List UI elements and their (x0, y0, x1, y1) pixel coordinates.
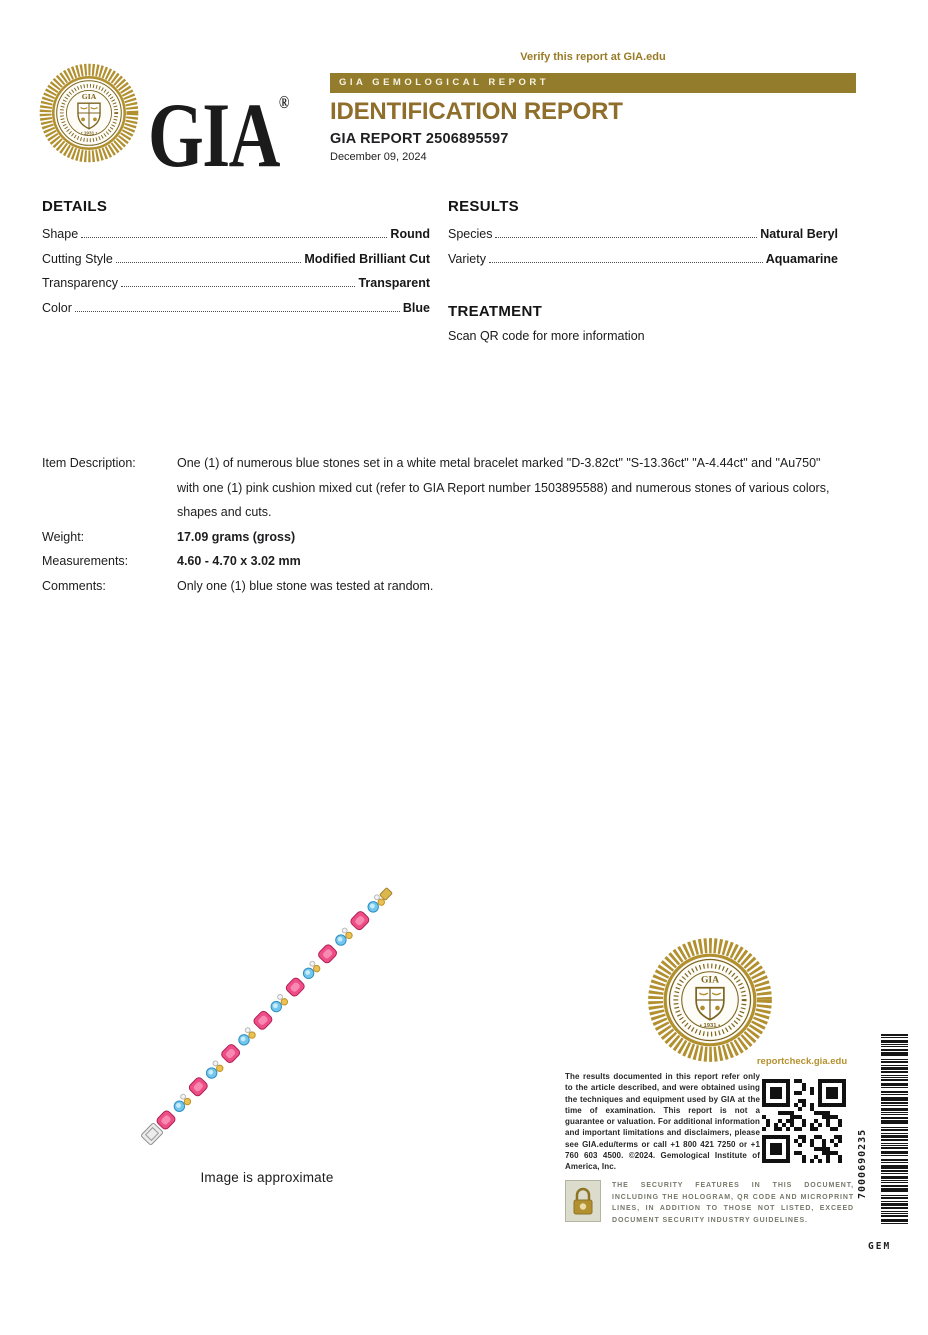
report-date: December 09, 2024 (330, 151, 427, 163)
dot-leader (489, 262, 763, 263)
description-value: 17.09 grams (gross) (177, 529, 296, 544)
description-row-comments (42, 574, 838, 599)
detail-row-transparency (42, 271, 430, 296)
detail-row-shape (42, 222, 430, 247)
detail-value: Modified Brilliant Cut (304, 251, 430, 266)
dot-leader (495, 237, 757, 238)
description-row-item (42, 451, 838, 525)
security-note (565, 1180, 857, 1226)
description-value: 4.60 - 4.70 x 3.02 mm (177, 554, 301, 568)
disclaimer-text: The results documented in this report refer only to the article described, and were obtained using the techniques and equipment used by GIA at the time of examination. This report is not a guarantee or valuation. For additional information and important limitations and disclaimers, please see GIA.edu/terms or call +1 800 421 7250 or +1 760 603 4500. ©2024. Gemological Institute of America, Inc. (565, 1072, 760, 1172)
results-heading: RESULTS (448, 198, 519, 215)
detail-label: Color (42, 300, 72, 315)
result-label: Species (448, 227, 493, 241)
result-row-species (448, 222, 838, 247)
gia-wordmark (148, 56, 290, 186)
dot-leader (75, 311, 400, 312)
report-header (330, 51, 856, 163)
barcode (881, 1034, 908, 1228)
report-banner: GIA GEMOLOGICAL REPORT (330, 73, 856, 93)
description-label: Item Description: (42, 456, 136, 470)
description-row-weight (42, 525, 838, 550)
bracelet-photo (132, 872, 402, 1157)
barcode-number: 7000690235 (857, 1128, 868, 1200)
detail-value: Transparent (358, 276, 430, 290)
detail-row-color (42, 296, 430, 321)
dot-leader (121, 286, 355, 287)
result-label: Variety (448, 251, 486, 266)
detail-label: Transparency (42, 276, 118, 290)
detail-row-cutting-style (42, 247, 430, 272)
dot-leader (81, 237, 387, 238)
lock-icon (565, 1180, 601, 1222)
description-label: Weight: (42, 529, 85, 544)
detail-label: Shape (42, 227, 79, 241)
verify-text: Verify this report at GIA.edu (520, 51, 666, 63)
detail-value: Blue (402, 300, 430, 315)
detail-value: Round (390, 227, 430, 241)
report-number: GIA REPORT 2506895597 (330, 131, 509, 147)
treatment-heading: TREATMENT (448, 303, 543, 320)
description-value: One (1) of numerous blue stones set in a white metal bracelet marked "D-3.82ct" "S-13.36ct" "A-4.44ct" and "Au750" with one (1) pink cushion mixed cut (refer to GIA Report number 1503895588) and numerous stones of various colors, shapes and cuts. (177, 456, 830, 519)
result-value: Aquamarine (765, 251, 838, 266)
gia-logo (38, 62, 329, 186)
page-title: IDENTIFICATION REPORT (330, 98, 623, 125)
details-section (42, 198, 430, 343)
description-row-measurements (42, 549, 838, 574)
treatment-note: Scan QR code for more information (448, 329, 645, 343)
details-heading: DETAILS (42, 198, 108, 215)
item-description-section (42, 451, 838, 598)
gia-wordmark-text: GIA (148, 84, 279, 186)
detail-label: Cutting Style (42, 251, 113, 266)
description-label: Comments: (42, 578, 106, 593)
description-label: Measurements: (42, 554, 129, 568)
result-row-variety (448, 247, 838, 272)
gia-security-seal-icon (646, 936, 774, 1064)
description-value: Only one (1) blue stone was tested at random. (177, 578, 434, 593)
dot-leader (116, 262, 301, 263)
result-value: Natural Beryl (760, 227, 838, 241)
treatment-section (448, 303, 838, 343)
reportcheck-url: reportcheck.gia.edu (756, 1056, 848, 1067)
results-section (448, 198, 838, 343)
summary-columns (42, 198, 838, 343)
security-note-text: THE SECURITY FEATURES IN THIS DOCUMENT, INCLUDING THE HOLOGRAM, QR CODE AND MICROPRINT LINES, IN ADDITION TO THOSE NOT LISTED, EXCEED DOCUMENT SECURITY INDUSTRY GUIDELINES. (612, 1182, 854, 1224)
document-code: GEM (868, 1241, 892, 1252)
gia-seal-icon (38, 62, 140, 164)
figure-caption: Image is approximate (200, 1170, 334, 1185)
registered-mark: ® (278, 92, 290, 112)
qr-code (762, 1079, 846, 1163)
